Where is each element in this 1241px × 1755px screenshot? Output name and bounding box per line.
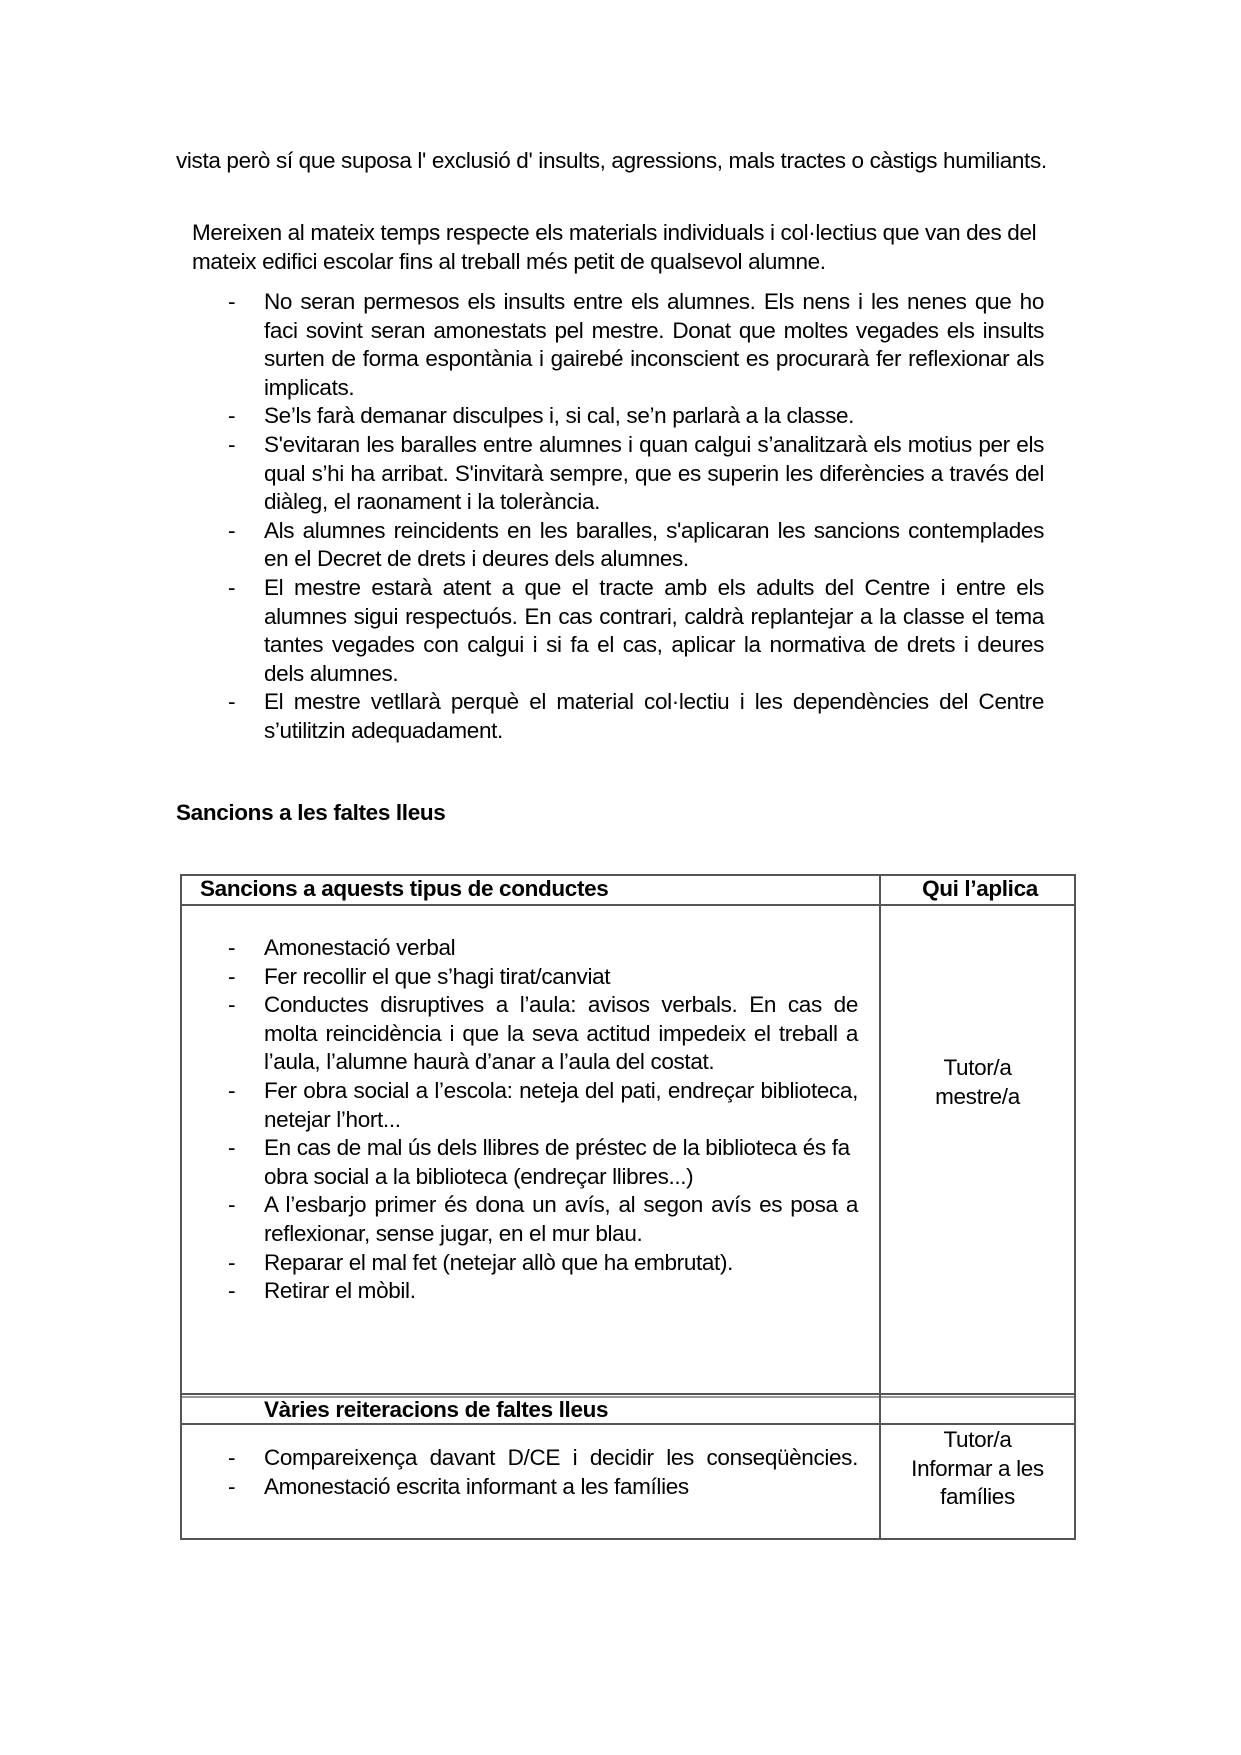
sanction-item [228,1444,858,1473]
who-line: famílies [940,1484,1015,1510]
sanction-text: Fer recollir el que s’hagi tirat/canviat [264,963,611,989]
sanction-item [228,963,858,992]
table-border-bottom [180,1538,1075,1540]
sanctions-list [228,934,858,1306]
dash-bullet: - [228,689,236,715]
table-subheader-divider [180,1423,1075,1425]
who-line: Tutor/a [943,1427,1012,1452]
sanction-item [228,1077,858,1134]
sanction-item [228,1473,858,1502]
who-applies-row2 [880,1426,1075,1512]
who-line: Informar a les [911,1455,1044,1481]
dash-bullet: - [228,431,236,457]
rule-item [228,517,1044,574]
sanction-text: Retirar el mòbil. [264,1278,416,1304]
table-row-divider [180,1393,1075,1395]
table-header-divider [180,904,1075,906]
dash-bullet: - [228,574,236,600]
dash-bullet: - [228,992,236,1018]
rule-text: S'evitaran les baralles entre alumnes i quan calgui s’analitzarà els motius per els qual s’hi ha arribat. S'invitarà sempre, que es superin les diferències a través del diàleg, el raonament i la tolerància. [264,431,1044,515]
reiteration-sanctions-list [228,1444,858,1501]
sanction-item [228,1277,858,1306]
sanctions-table [180,874,1075,1540]
table-header-sanctions: Sancions a aquests tipus de conductes [200,876,609,901]
dash-bullet: - [228,1278,236,1304]
rule-text: El mestre estarà atent a que el tracte amb els adults del Centre i entre els alumnes sigui respectuós. En cas contrari, caldrà replantejar a la classe el tema tantes vegades con calgui i si fa el cas, aplicar la normativa de drets i deures dels alumnes. [264,574,1044,686]
sanction-text: Compareixença davant D/CE i decidir les conseqüències. [264,1445,858,1470]
table-border-left [180,874,182,1540]
table-subheader-reiterations: Vàries reiteracions de faltes lleus [264,1397,609,1422]
section-heading: Sancions a les faltes lleus [176,800,446,825]
rule-text: Se’ls farà demanar disculpes i, si cal, se’n parlarà a la classe. [264,403,855,429]
sanction-text: Amonestació verbal [264,935,456,960]
dash-bullet: - [228,1445,236,1470]
sanction-item [228,1134,858,1191]
dash-bullet: - [228,1473,236,1499]
sanction-text: En cas de mal ús dels llibres de préstec de la biblioteca és fa obra social a la biblioteca (endreçar llibres...) [264,1135,850,1189]
dash-bullet: - [228,403,236,429]
sanction-text: Reparar el mal fet (netejar allò que ha embrutat). [264,1249,733,1275]
who-applies-row1 [880,1054,1075,1111]
rule-text: El mestre vetllarà perquè el material col·lectiu i les dependències del Centre s’utilitzin adequadament. [264,689,1044,743]
dash-bullet: - [228,963,236,989]
intro-paragraph-1: vista però sí que suposa l' exclusió d' insults, agressions, mals tractes o càstigs humiliants. [176,148,1047,173]
rules-list [228,288,1044,746]
dash-bullet: - [228,1077,236,1103]
dash-bullet: - [228,935,236,960]
dash-bullet: - [228,517,236,543]
rule-item [228,688,1044,745]
sanction-item [228,934,858,963]
dash-bullet: - [228,1135,236,1161]
intro-paragraph-2: Mereixen al mateix temps respecte els materials individuals i col·lectius que van des del mateix edifici escolar fins al treball més petit de qualsevol alumne. [192,220,1037,274]
sanction-item [228,1191,858,1248]
sanction-item [228,991,858,1077]
rule-text: Als alumnes reincidents en les baralles, s'aplicaran les sancions contemplades en el Decret de drets i deures dels alumnes. [264,517,1044,572]
who-line: Tutor/a [943,1055,1012,1080]
dash-bullet: - [228,289,236,314]
dash-bullet: - [228,1192,236,1218]
dash-bullet: - [228,1249,236,1275]
sanction-text: A l’esbarjo primer és dona un avís, al segon avís es posa a reflexionar, sense jugar, en el mur blau. [264,1192,858,1246]
rule-item [228,431,1044,517]
sanction-text: Conductes disruptives a l’aula: avisos verbals. En cas de molta reincidència i que la seva actitud impedeix el treball a l’aula, l’alumne haurà d’anar a l’aula del costat. [264,992,858,1075]
rule-item [228,402,1044,431]
who-line: mestre/a [935,1083,1020,1109]
rule-item [228,288,1044,402]
table-header-who: Qui l’aplica [922,876,1038,901]
sanction-item [228,1249,858,1278]
rule-text: No seran permesos els insults entre els alumnes. Els nens i les nenes que ho faci sovint seran amonestats pel mestre. Donat que moltes vegades els insults surten de forma espontània i gairebé inconscient es procurarà fer reflexionar als implicats. [264,289,1044,400]
sanction-text: Amonestació escrita informant a les famílies [264,1473,689,1499]
sanction-text: Fer obra social a l’escola: neteja del pati, endreçar biblioteca, netejar l’hort... [264,1077,858,1132]
rule-item [228,574,1044,688]
